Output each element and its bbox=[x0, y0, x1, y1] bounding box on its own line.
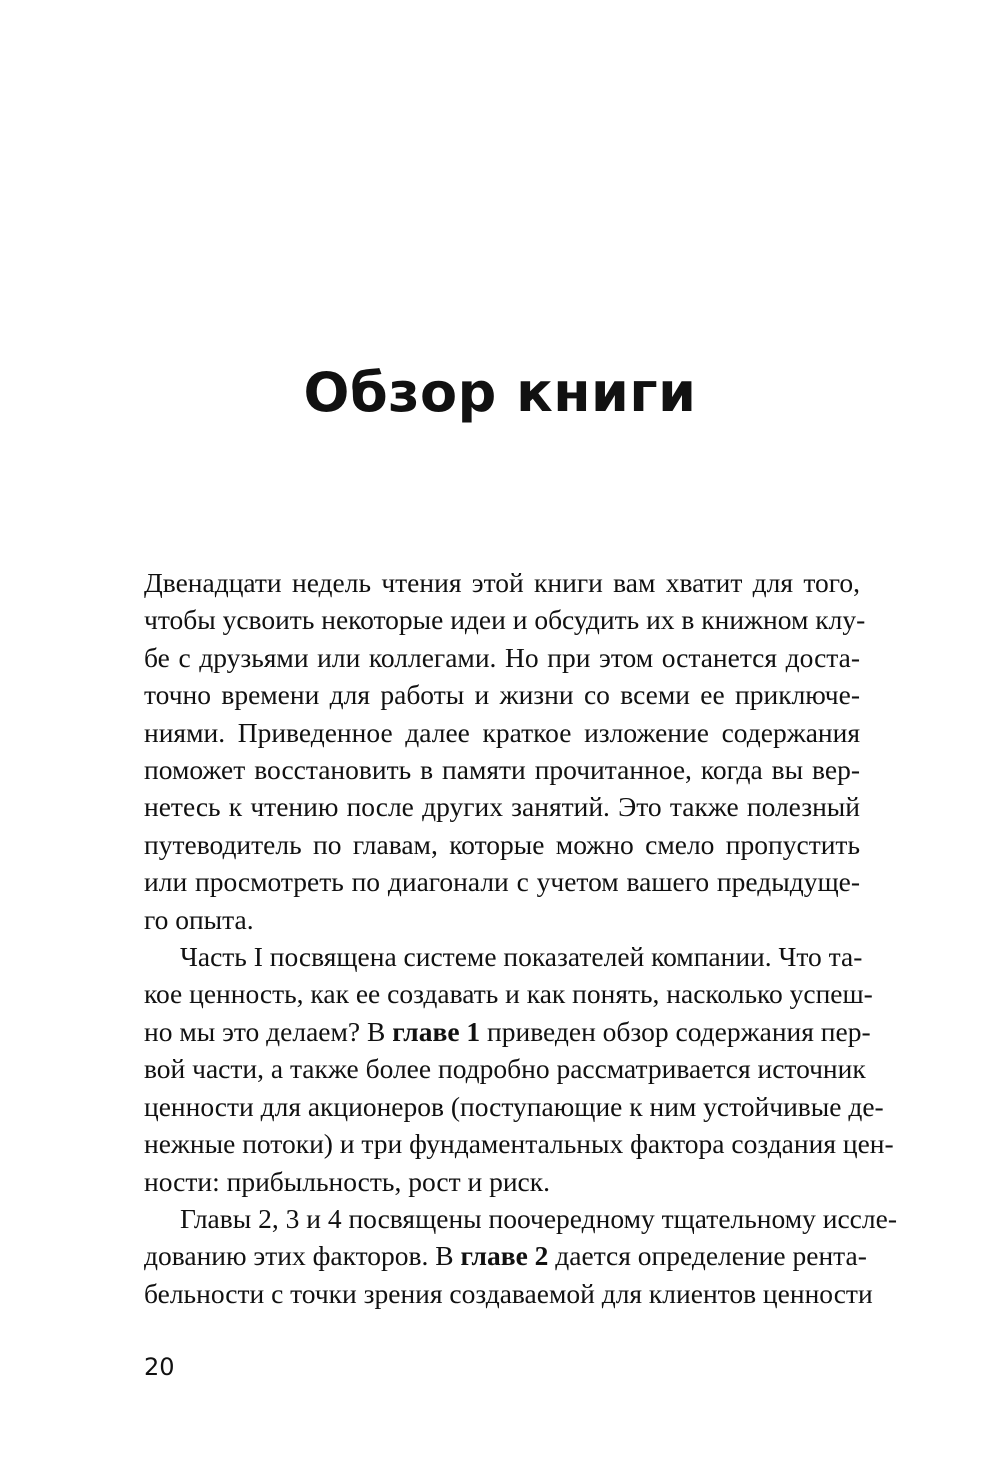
text-run: но мы это делаем? В bbox=[144, 1015, 393, 1047]
text-line: Главы 2, 3 и 4 посвящены поочередному тщательному иссле- bbox=[180, 1202, 897, 1234]
text-line: чтобы усвоить некоторые идеи и обсудить их в книжном клу- bbox=[144, 604, 866, 636]
text-line: вой части, а также более подробно рассматривается источник bbox=[144, 1053, 866, 1085]
text-run: дованию этих факторов. В bbox=[144, 1240, 461, 1272]
chapter-ref-bold: главе 1 bbox=[392, 1015, 481, 1047]
text-line: Двенадцати недель чтения этой книги вам хватит для того, bbox=[144, 567, 860, 598]
text-line: точно времени для работы и жизни со всеми ее приключе- bbox=[144, 679, 860, 711]
text-line: путеводитель по главам, которые можно смело пропустить bbox=[144, 828, 860, 860]
text-line: поможет восстановить в памяти прочитанное, когда вы вер- bbox=[144, 754, 860, 786]
text-run: приведен обзор содержания пер- bbox=[480, 1015, 871, 1047]
text-line: ниями. Приведенное далее краткое изложение содержания bbox=[144, 716, 860, 748]
text-run: дается определение рента- bbox=[548, 1240, 867, 1272]
text-line: кое ценность, как ее создавать и как понять, насколько успеш- bbox=[144, 978, 873, 1010]
text-line: бе с друзьями или коллегами. Но при этом останется доста- bbox=[144, 641, 860, 673]
chapter-ref-bold: главе 2 bbox=[460, 1240, 549, 1272]
text-line: ценности для акционеров (поступающие к ним устойчивые де- bbox=[144, 1090, 884, 1122]
page-number: 20 bbox=[144, 1353, 175, 1381]
text-line: го опыта. bbox=[144, 903, 254, 935]
text-line: нежные потоки) и три фундаментальных фактора создания цен- bbox=[144, 1128, 894, 1160]
body-text bbox=[144, 564, 897, 1312]
page-title: Обзор книги bbox=[303, 361, 697, 424]
text-line: нетесь к чтению после других занятий. Это также полезный bbox=[144, 791, 860, 823]
text-line: ности: прибыльность, рост и риск. bbox=[144, 1165, 550, 1197]
text-line: бельности с точки зрения создаваемой для клиентов ценности bbox=[144, 1277, 873, 1309]
text-line: Часть I посвящена системе показателей компании. Что та- bbox=[180, 941, 863, 973]
text-line bbox=[144, 1237, 867, 1274]
text-line: или просмотреть по диагонали с учетом вашего предыдуще- bbox=[144, 866, 860, 898]
text-line bbox=[144, 1013, 871, 1050]
